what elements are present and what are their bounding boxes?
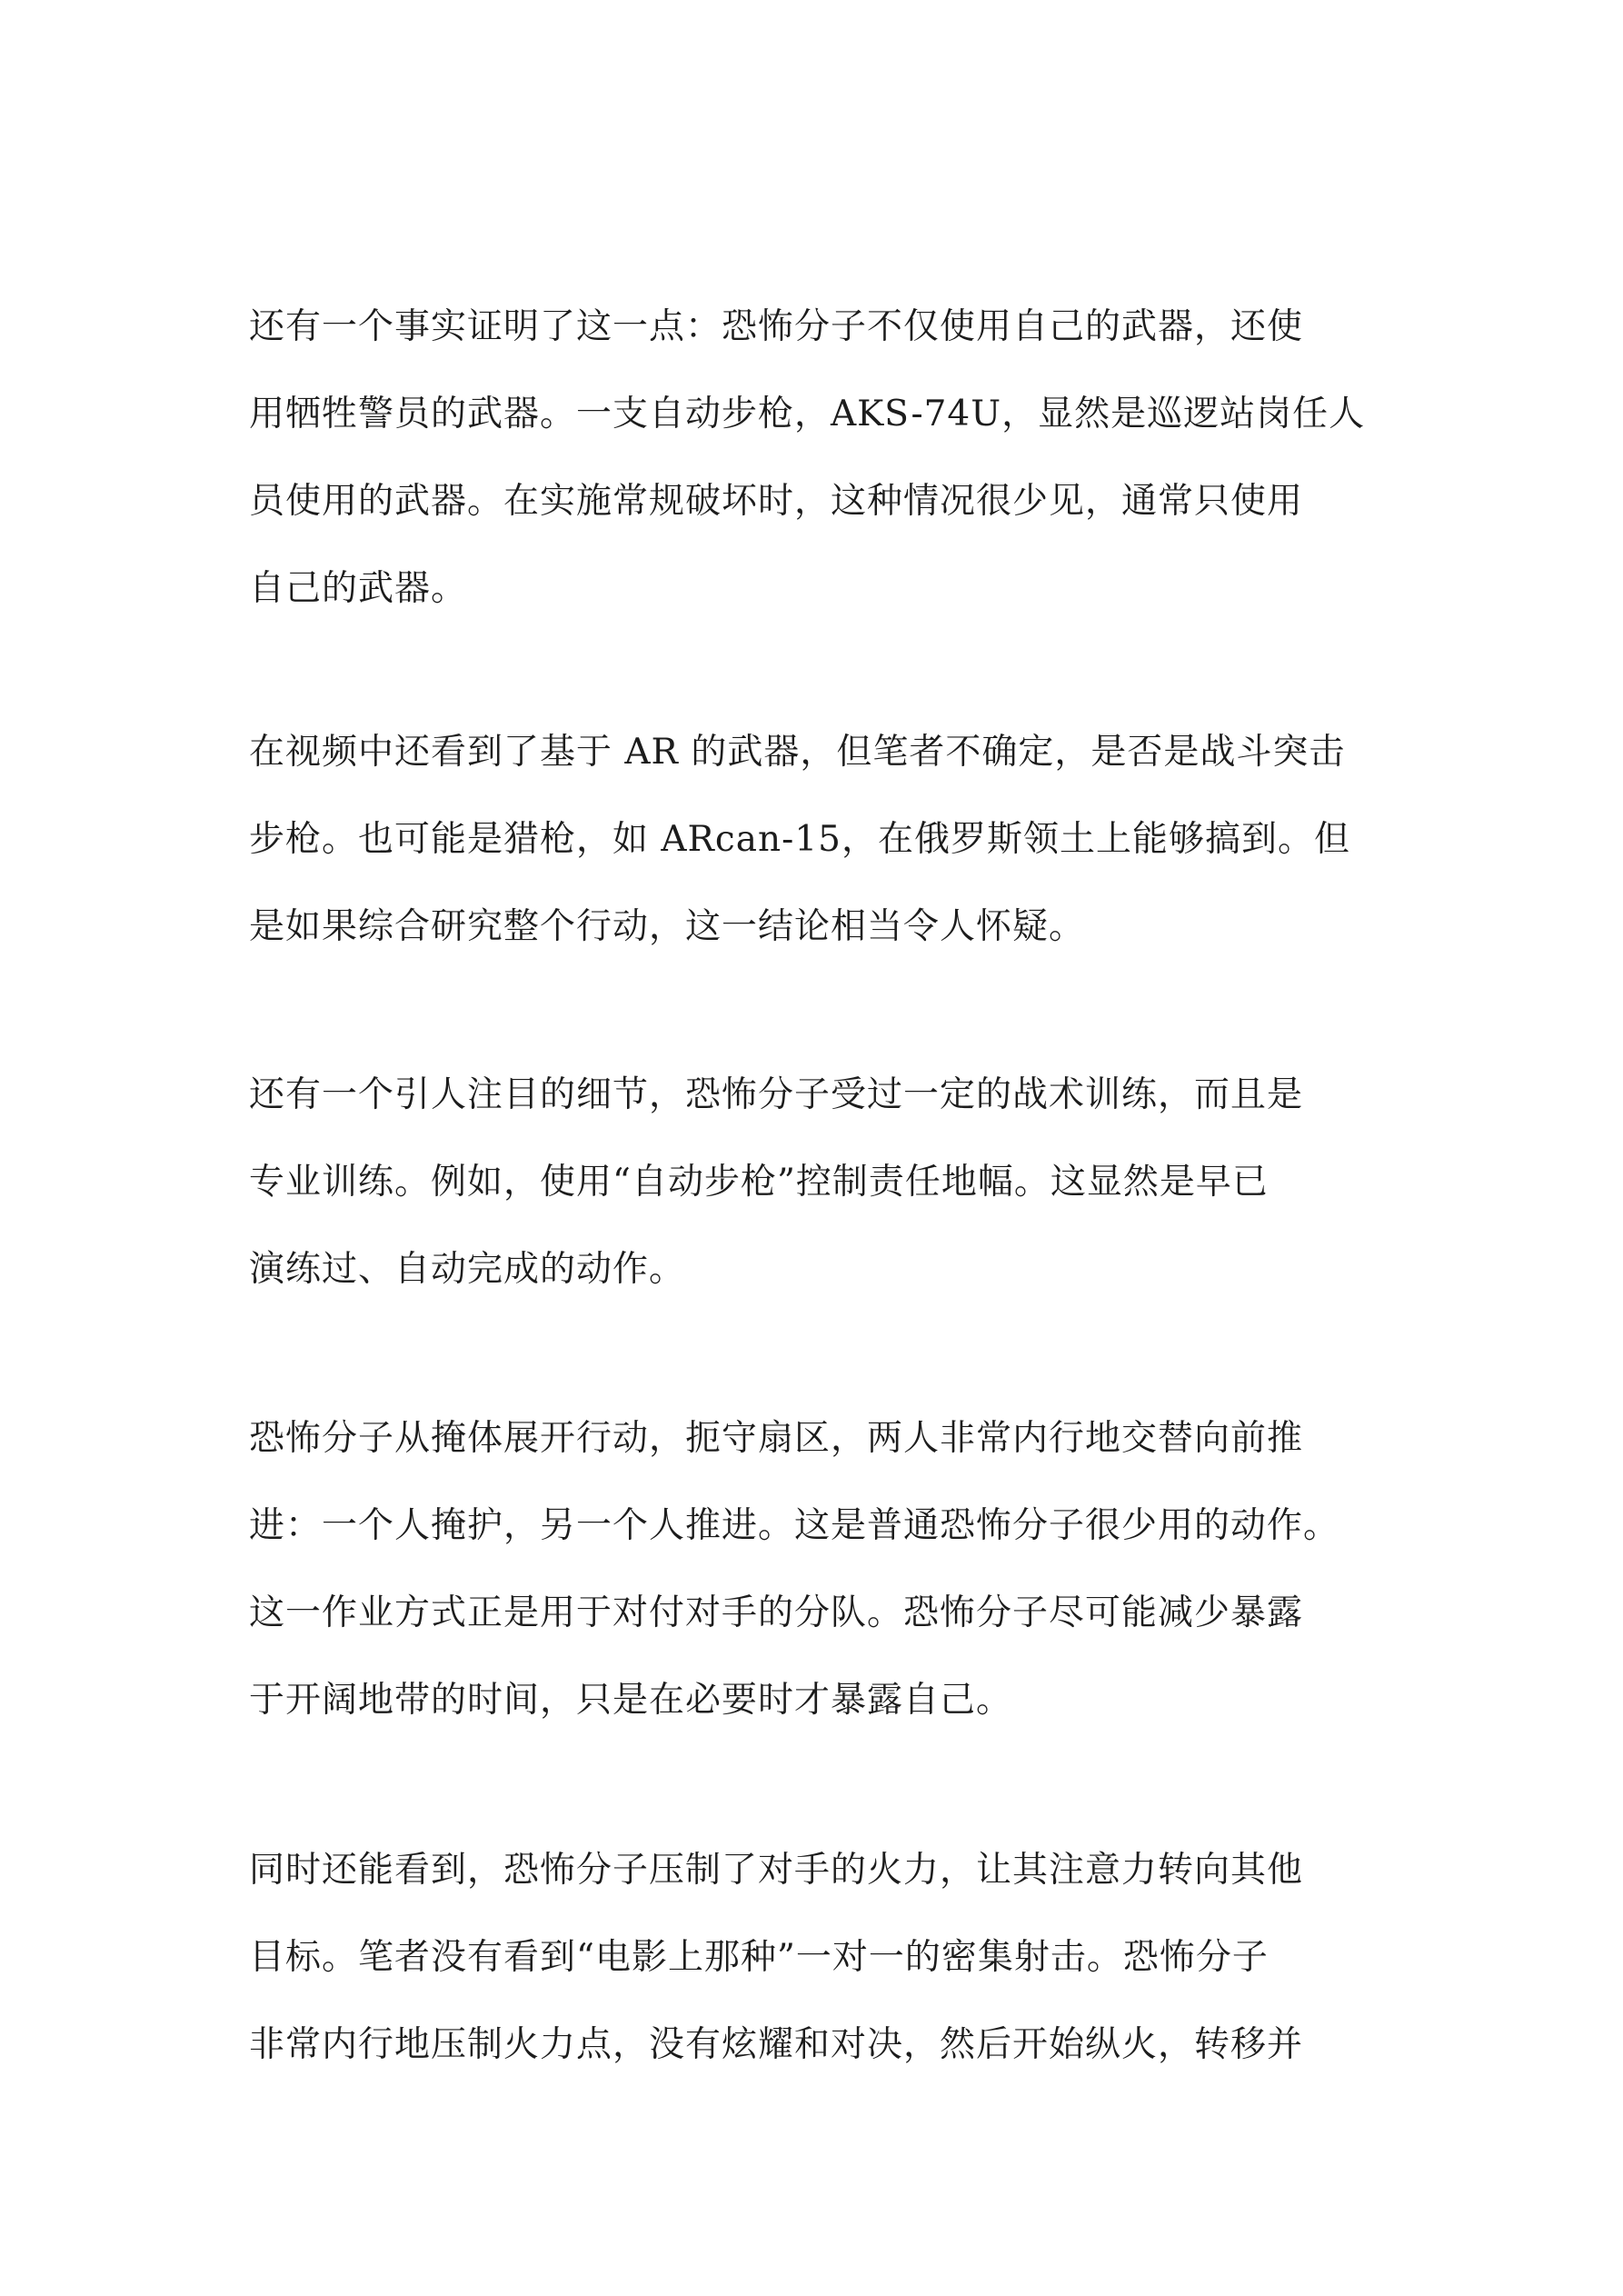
paragraph-line: 自己的武器。 (249, 568, 468, 609)
paragraph-line: 这一作业方式正是用于对付对手的分队。恐怖分子尽可能减少暴露 (249, 1592, 1304, 1633)
paragraph-line: 非常内行地压制火力点，没有炫耀和对决，然后开始纵火，转移并 (249, 2024, 1304, 2065)
paragraph-line: 目标。笔者没有看到“电影上那种”一对一的密集射击。恐怖分子 (249, 1937, 1269, 1978)
paragraph-line: 于开阔地带的时间，只是在必要时才暴露自己。 (249, 1680, 1013, 1721)
paragraph-line: 专业训练。例如，使用“自动步枪”控制责任地幅。这显然是早已 (249, 1162, 1269, 1203)
paragraph-line: 步枪。也可能是猎枪，如 ARcan-15，在俄罗斯领土上能够搞到。但 (249, 819, 1350, 860)
paragraph-line: 在视频中还看到了基于 AR 的武器，但笔者不确定，是否是战斗突击 (249, 732, 1346, 773)
paragraph-line: 还有一个事实证明了这一点：恐怖分子不仅使用自己的武器，还使 (249, 306, 1304, 347)
paragraph-line: 进：一个人掩护，另一个人推进。这是普通恐怖分子很少用的动作。 (249, 1505, 1340, 1546)
paragraph-line: 是如果综合研究整个行动，这一结论相当令人怀疑。 (249, 906, 1086, 947)
paragraph-line: 恐怖分子从掩体展开行动，扼守扇区，两人非常内行地交替向前推 (249, 1418, 1304, 1459)
paragraph-line: 还有一个引人注目的细节，恐怖分子受过一定的战术训练，而且是 (249, 1074, 1304, 1115)
paragraph-line: 员使用的武器。在实施常规破坏时，这种情况很少见，通常只使用 (249, 481, 1304, 522)
paragraph-line: 演练过、自动完成的动作。 (249, 1249, 686, 1290)
paragraph-line: 同时还能看到，恐怖分子压制了对手的火力，让其注意力转向其他 (249, 1850, 1304, 1891)
paragraph-line: 用牺牲警员的武器。一支自动步枪，AKS-74U，显然是巡逻站岗任人 (249, 394, 1366, 434)
